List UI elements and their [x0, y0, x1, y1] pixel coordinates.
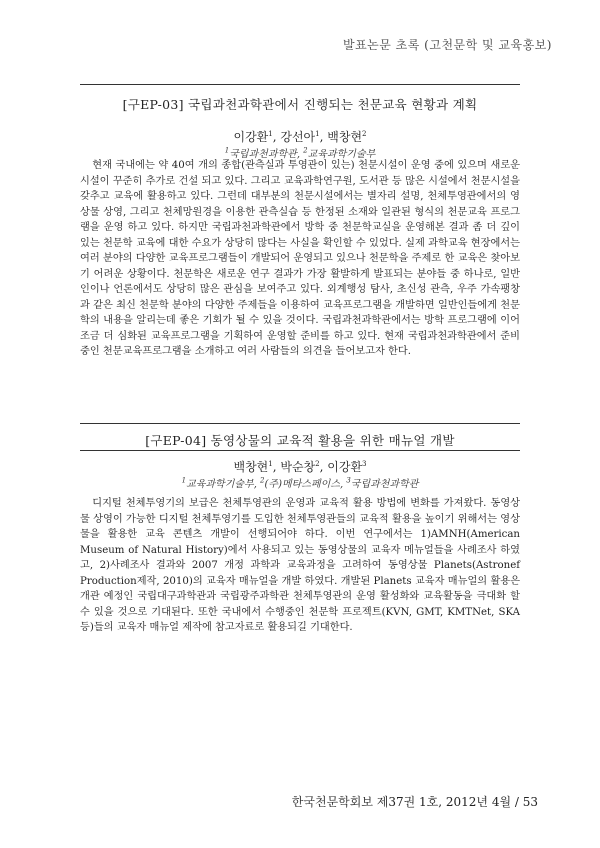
- title-top-rule: [80, 423, 520, 424]
- title-top-rule: [80, 84, 520, 85]
- author-name: 백창현: [327, 130, 363, 144]
- abstract-2-authors: 백창현$^1$, 박순창$^2$, 이강환$^3$: [233, 460, 367, 474]
- affil-sup: 3: [346, 476, 351, 485]
- author-name: 백창현: [233, 460, 269, 474]
- author-name: 박순창: [280, 460, 316, 474]
- affil-name: 국립과천과학관: [350, 479, 419, 490]
- affil-sup: 1: [181, 476, 187, 485]
- abstract-2-affiliations: $^1$교육과학기술부, $^2$(주)메타스페이스, $^3$국립과천과학관: [181, 476, 419, 490]
- author-sup: 1: [268, 460, 273, 468]
- header-text: 발표논문 초록 (고천문학 및 교육홍보): [342, 38, 552, 52]
- author-sup: 2: [315, 460, 320, 468]
- affil-sup: 2: [303, 146, 308, 155]
- affil-sup: 2: [260, 476, 265, 485]
- affil-name: 교육과학기술부: [307, 149, 376, 160]
- affil-name: 교육과학기술부: [186, 479, 254, 490]
- abstract-2-title: [구EP-04] 동영상물의 교육적 활용을 위한 매뉴얼 개발: [145, 433, 455, 448]
- author-name: 강선아: [280, 130, 316, 144]
- affil-name: (주)메타스페이스: [264, 479, 340, 490]
- affil-sup: 1: [224, 146, 230, 155]
- author-name: 이강환: [327, 460, 363, 474]
- abstract-1-affiliations: $^1$국립과천과학관, $^2$교육과학기술부: [224, 146, 376, 160]
- title-bottom-rule: [80, 450, 520, 451]
- author-sup: 1: [268, 130, 273, 138]
- author-name: 이강환: [233, 130, 269, 144]
- author-sup: 2: [362, 130, 367, 138]
- affil-name: 국립과천과학관: [229, 149, 297, 160]
- author-sup: 3: [362, 460, 367, 468]
- abstract-1-body: 현재 국내에는 약 40여 개의 종합(관측실과 투영관이 있는) 천문시설이 운영 중에 있으며 새로운 시설이 꾸준히 추가로 건설 되고 있다. 그리고 교육과학연구원, 도서관 등 많은 시설에서 천문시설을 갖추고 교육에 활용하고 있다. 그런데 대부분의 천문시설에서는 별자리 설명, 천체투영관에서의 영상물 상영, 그리고 천체망원경을 이용한 관측실습 등 한정된 소재와 일관된 형식의 천문교육 프로그램을 운영 하고 있다. 하지만 국립과천과학관에서 방학 중 천문학교실을 운영해본 결과 좀 더 깊이 있는 천문학 교육에 대한 수요가 상당히 많다는 사실을 확인할 수 있었다. 실제 과학교육 현장에서는 여러 분야의 다양한 교육프로그램들이 개발되어 운영되고 있으나 천문학을 주제로 한 교육은 찾아보기 어려운 상황이다. 천문학은 새로운 연구 결과가 가장 활발하게 발표되는 분야들 중 하나로, 일반인이나 언론에서도 상당히 많은 관심을 보여주고 있다. 외계행성 탐사, 초신성 관측, 우주 가속팽창과 같은 최신 천문학 분야의 다양한 주제들을 이용하여 교육프로그램을 개발하면 일반인들에게 천문학의 내용을 알리는데 좋은 기회가 될 수 있을 것이다. 국립과천과학관에서는 방학 프로그램에 이어 조금 더 심화된 교육프로그램을 기획하여 운영할 준비를 하고 있다. 현재 국립과천과학관에서 준비 중인 천문교육프로그램을 소개하고 여러 사람들의 의견을 들어보고자 한다.: [80, 160, 520, 357]
- abstract-1-authors: 이강환$^1$, 강선아$^1$, 백창현$^2$: [233, 130, 367, 144]
- page-footer: 한국천문학회보 제37권 1호, 2012년 4월 / 53: [291, 795, 538, 809]
- abstract-2-body: 디지털 천체투영기의 보급은 천체투영관의 운영과 교육적 활용 방법에 변화를 가져왔다. 동영상물 상영이 가능한 디지털 천체투영기를 도입한 천체투영관들의 교육적 활용을 높이기 위해서는 영상물을 활용한 교육 콘텐츠 개발이 선행되어야 하다. 이번 연구에서는 1)AMNH(American Museum of Natural History)에서 사용되고 있는 동영상물의 교육자 메뉴얼들을 사례조사 하였고, 2)사례조사 결과와 2007 개정 과학과 교육과정을 고려하여 동영상물 Planets(Astronef Production제작, 2010)의 교육자 매뉴얼을 개발 하였다. 개발된 Planets 교육자 매뉴얼의 활용은 개관 예정인 국립대구과학관과 국립광주과학관 천체투영관의 운영 활성화와 교육활동을 극대화 할 수 있을 것으로 기대된다. 또한 국내에서 수행중인 천문학 프로젝트(KVN, GMT, KMTNet, SKA 등)들의 교육자 매뉴얼 제작에 참고자료로 활용되길 기대한다.: [80, 498, 520, 633]
- abstract-1-title: [구EP-03] 국립과천과학관에서 진행되는 천문교육 현황과 계획: [122, 97, 478, 112]
- author-sup: 1: [315, 130, 320, 138]
